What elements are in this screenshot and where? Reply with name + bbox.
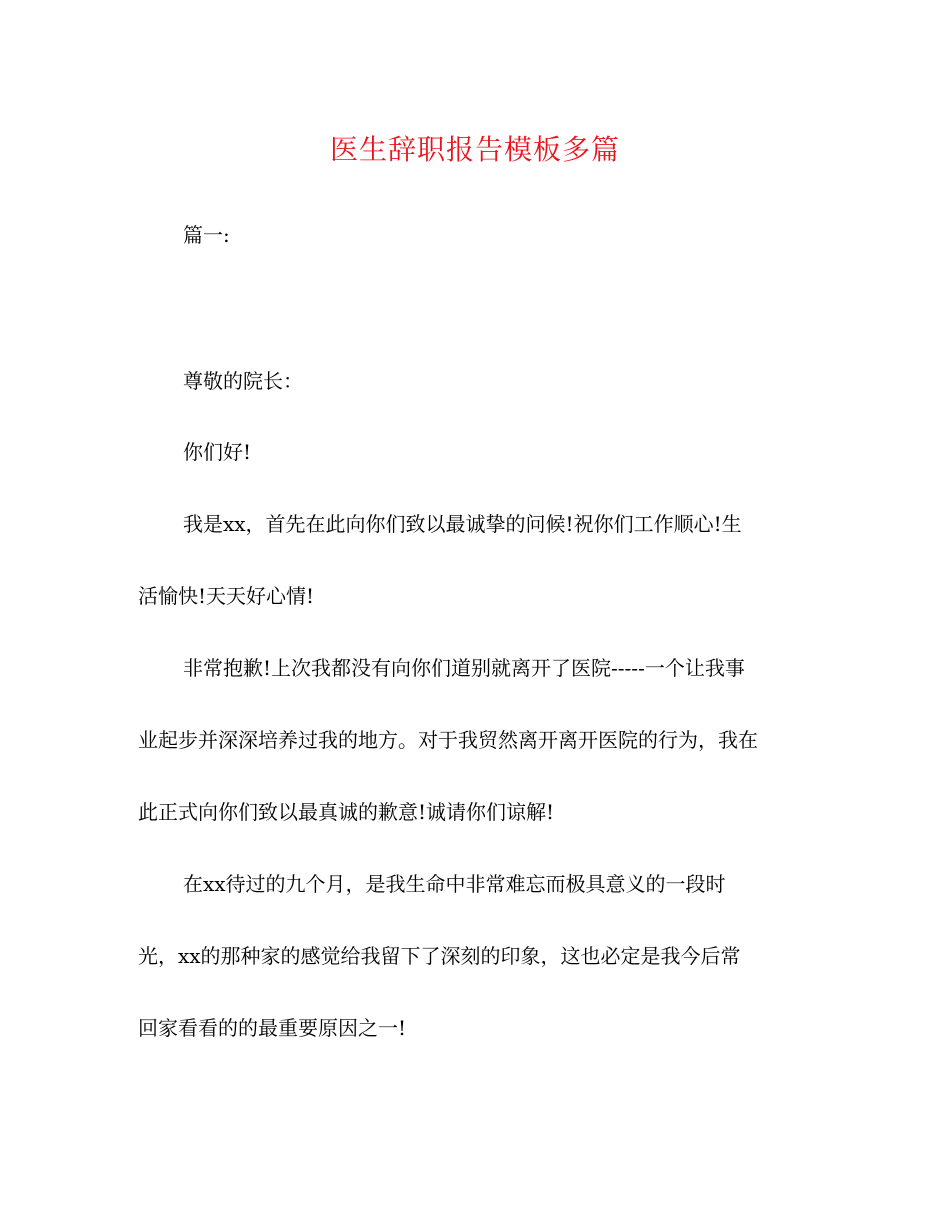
paragraph-1-line-1: 我是xx，首先在此向你们致以最诚挚的问候!祝你们工作顺心!生 <box>183 512 742 536</box>
paragraph-1-line-2: 活愉快!天天好心情! <box>138 584 315 608</box>
document-title: 医生辞职报告模板多篇 <box>329 133 620 166</box>
section-heading: 篇一: <box>183 223 230 247</box>
paragraph-2-line-2: 业起步并深深培养过我的地方。对于我贸然离开离开医院的行为，我在 <box>138 728 758 752</box>
salutation: 尊敬的院长： <box>183 369 303 393</box>
paragraph-2-line-1: 非常抱歉!上次我都没有向你们道别就离开了医院-----一个让我事 <box>183 656 745 680</box>
paragraph-3-line-1: 在xx待过的九个月，是我生命中非常难忘而极具意义的一段时 <box>183 872 726 896</box>
paragraph-3-line-2: 光，xx的那种家的感觉给我留下了深刻的印象，这也必定是我今后常 <box>138 944 741 968</box>
paragraph-3-line-3: 回家看看的的最重要原因之一! <box>138 1016 407 1040</box>
greeting: 你们好! <box>183 440 252 464</box>
paragraph-2-line-3: 此正式向你们致以最真诚的歉意!诚请你们谅解! <box>138 800 555 824</box>
